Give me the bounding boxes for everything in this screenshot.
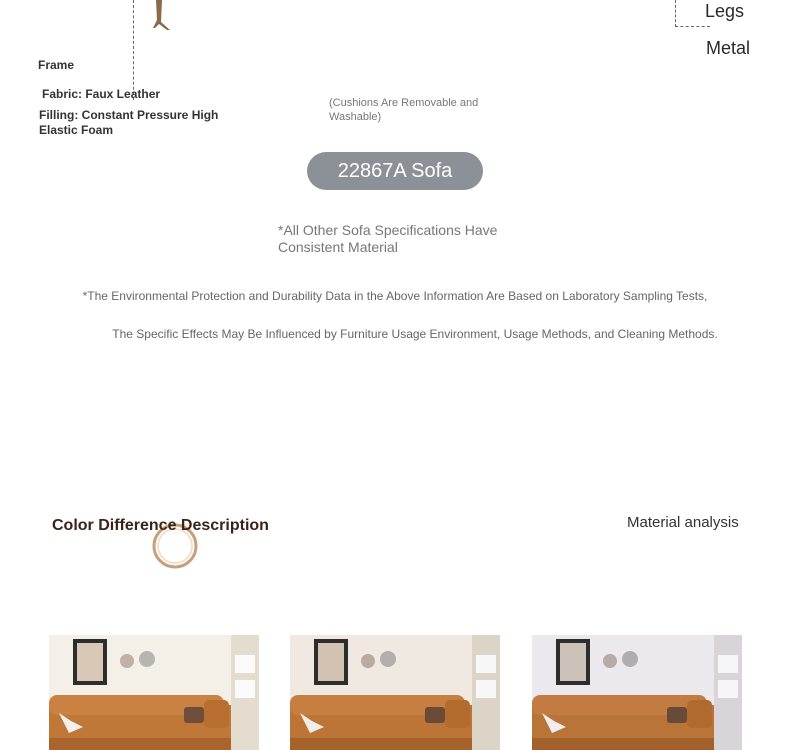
sofa-photo-3 — [532, 635, 742, 750]
fabric-label: Fabric: Faux Leather — [42, 87, 161, 101]
material-analysis-label: Material analysis — [627, 514, 739, 531]
callout-line-left — [133, 0, 134, 100]
sofa-photo-2 — [290, 635, 500, 750]
metal-label: Metal — [706, 38, 751, 58]
disclaimer-line-2: The Specific Effects May Be Influenced by Furniture Usage Environment, Usage Methods, and Cleaning Methods. — [112, 327, 718, 341]
sofa-leg-illustration — [140, 0, 184, 30]
frame-label: Frame — [38, 58, 75, 72]
product-name-badge: 22867A Sofa — [307, 152, 483, 190]
specification-note: *All Other Sofa Specifications Have Consistent Material — [278, 222, 498, 255]
disclaimer-line-1: *The Environmental Protection and Durability Data in the Above Information Are Based on Laboratory Sampling Tests, — [82, 289, 708, 303]
legs-label: Legs — [705, 1, 745, 21]
filling-label: Filling: Constant Pressure High Elastic Foam — [39, 108, 219, 137]
color-difference-title: Color Difference Description — [52, 517, 269, 534]
sofa-photo-1 — [49, 635, 259, 750]
cushion-note: (Cushions Are Removable and Washable) — [329, 97, 479, 123]
